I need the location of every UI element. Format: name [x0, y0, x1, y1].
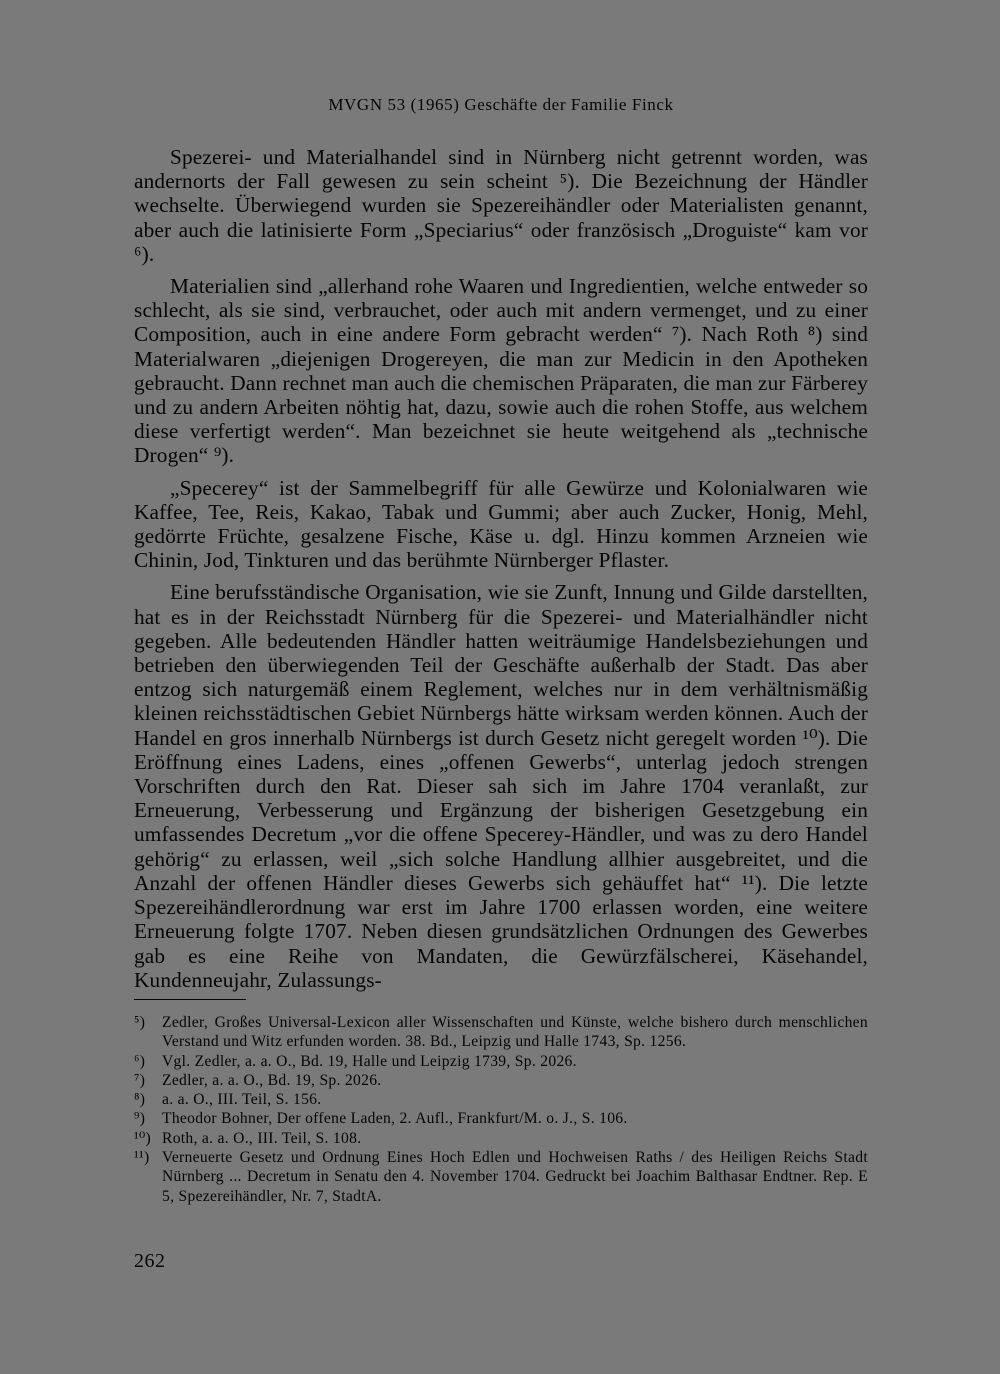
footnote: [134, 1071, 868, 1090]
footnote-text: Zedler, Großes Universal-Lexicon aller Wissenschaften und Künste, welche bishero durch menschlichen Verstand und Witz erfunden worden. 38. Bd., Leipzig und Halle 1743, Sp. 1256.: [162, 1014, 868, 1051]
paragraph-organisation: Eine berufsständische Organisation, wie sie Zunft, Innung und Gilde darstellten, hat es in der Reichsstadt Nürnberg für die Spezerei- und Materialhändler nicht gegeben. Alle bedeutenden Händler hatten weiträumige Handelsbeziehungen und betrieben den überwiegenden Teil der Geschäfte außerhalb der Stadt. Das aber entzog sich naturgemäß einem Reglement, welches nur in dem verhältnismäßig kleinen reichsstädtischen Gebiet Nürnbergs hätte wirksam werden können. Auch der Handel en gros innerhalb Nürnbergs ist durch Gesetz nicht geregelt worden ¹⁰). Die Eröffnung eines Ladens, eines „offenen Gewerbs“, unterlag jedoch strengen Vorschriften durch den Rat. Dieser sah sich im Jahre 1704 veranlaßt, zur Erneuerung, Verbesserung und Ergänzung der bisherigen Gesetzgebung ein umfassendes Decretum „vor die offene Specerey-Händler, und was zu dero Handel gehörig“ zu erlassen, weil „sich solche Handlung allhier ausgebreitet, und die Anzahl der offenen Händler dieses Gewerbs sich gehäuffet hat“ ¹¹). Die letzte Spezereihändlerordnung war erst im Jahre 1700 erlassen worden, eine weitere Erneuerung folgte 1707. Neben diesen grundsätzlichen Ordnungen des Gewerbes gab es eine Reihe von Mandaten, die Gewürzfälscherei, Käsehandel, Kundenneujahr, Zulassungs-: [134, 580, 868, 992]
footnote: [134, 1013, 868, 1052]
footnote: [134, 1052, 868, 1071]
footnotes: [134, 1013, 868, 1206]
footnote: [134, 1129, 868, 1148]
body-text: [134, 145, 868, 1000]
footnote: [134, 1148, 868, 1206]
footnote: [134, 1090, 868, 1109]
footnote-text: Zedler, a. a. O., Bd. 19, Sp. 2026.: [162, 1071, 382, 1089]
footnote-mark: ⁸): [134, 1091, 146, 1109]
footnote-text: Roth, a. a. O., III. Teil, S. 108.: [162, 1129, 362, 1147]
footnote-text: a. a. O., III. Teil, S. 156.: [162, 1091, 322, 1109]
footnote-text: Theodor Bohner, Der offene Laden, 2. Aufl., Frankfurt/M. o. J., S. 106.: [162, 1110, 628, 1128]
footnote-mark: ¹⁰): [134, 1129, 152, 1147]
footnote-mark: ⁷): [134, 1071, 146, 1089]
footnote-mark: ⁶): [134, 1052, 146, 1070]
running-header: MVGN 53 (1965) Geschäfte der Familie Finck: [328, 95, 674, 114]
paragraph-specerey: „Specerey“ ist der Sammelbegriff für alle Gewürze und Kolonialwaren wie Kaffee, Tee, Reis, Kakao, Tabak und Gummi; aber auch Zucker, Honig, Mehl, gedörrte Früchte, gesalzene Fische, Käse u. dgl. Hinzu kommen Arzneien wie Chinin, Jod, Tinkturen und das berühmte Nürnberger Pflaster.: [134, 475, 868, 573]
paragraph-materialhandel: Spezerei- und Materialhandel sind in Nürnberg nicht getrennt worden, was andernorts der Fall gewesen zu sein scheint ⁵). Die Bezeichnung der Händler wechselte. Überwiegend wurden sie Spezereihändler oder Materialisten genannt, aber auch die latinisierte Form „Speciarius“ oder französisch „Droguiste“ kam vor ⁶).: [134, 145, 868, 266]
page-number: 262: [134, 1250, 166, 1272]
footnote-mark: ⁵): [134, 1014, 146, 1031]
footnote-mark: ⁹): [134, 1110, 146, 1128]
footnote-text: Vgl. Zedler, a. a. O., Bd. 19, Halle und Leipzig 1739, Sp. 2026.: [162, 1052, 577, 1070]
footnote-separator: [134, 999, 246, 1000]
footnote: [134, 1109, 868, 1128]
footnote-text: Verneuerte Gesetz und Ordnung Eines Hoch Edlen und Hochweisen Raths / des Heiligen Reichs Stadt Nürnberg ... Decretum in Senatu den 4. November 1704. Gedruckt bei Joachim Balthasar Endtner. Rep. E 5, Spezereihändler, Nr. 7, StadtA.: [162, 1149, 868, 1205]
paragraph-materialien: Materialien sind „allerhand rohe Waaren und Ingredientien, welche entweder so schlecht, als sie sind, verbrauchet, oder auch mit andern vermenget, und zu einer Composition, auch in eine andere Form gebracht werden“ ⁷). Nach Roth ⁸) sind Materialwaren „diejenigen Drogereyen, die man zur Medicin in den Apotheken gebraucht. Dann rechnet man auch die chemischen Präparaten, die man zur Färberey und zu andern Arbeiten nöhtig hat, dazu, sowie auch die rohen Stoffe, aus welchem diese verfertigt werden“. Man bezeichnet sie heute weitgehend als „technische Drogen“ ⁹).: [134, 274, 868, 468]
footnote-mark: ¹¹): [134, 1149, 150, 1167]
